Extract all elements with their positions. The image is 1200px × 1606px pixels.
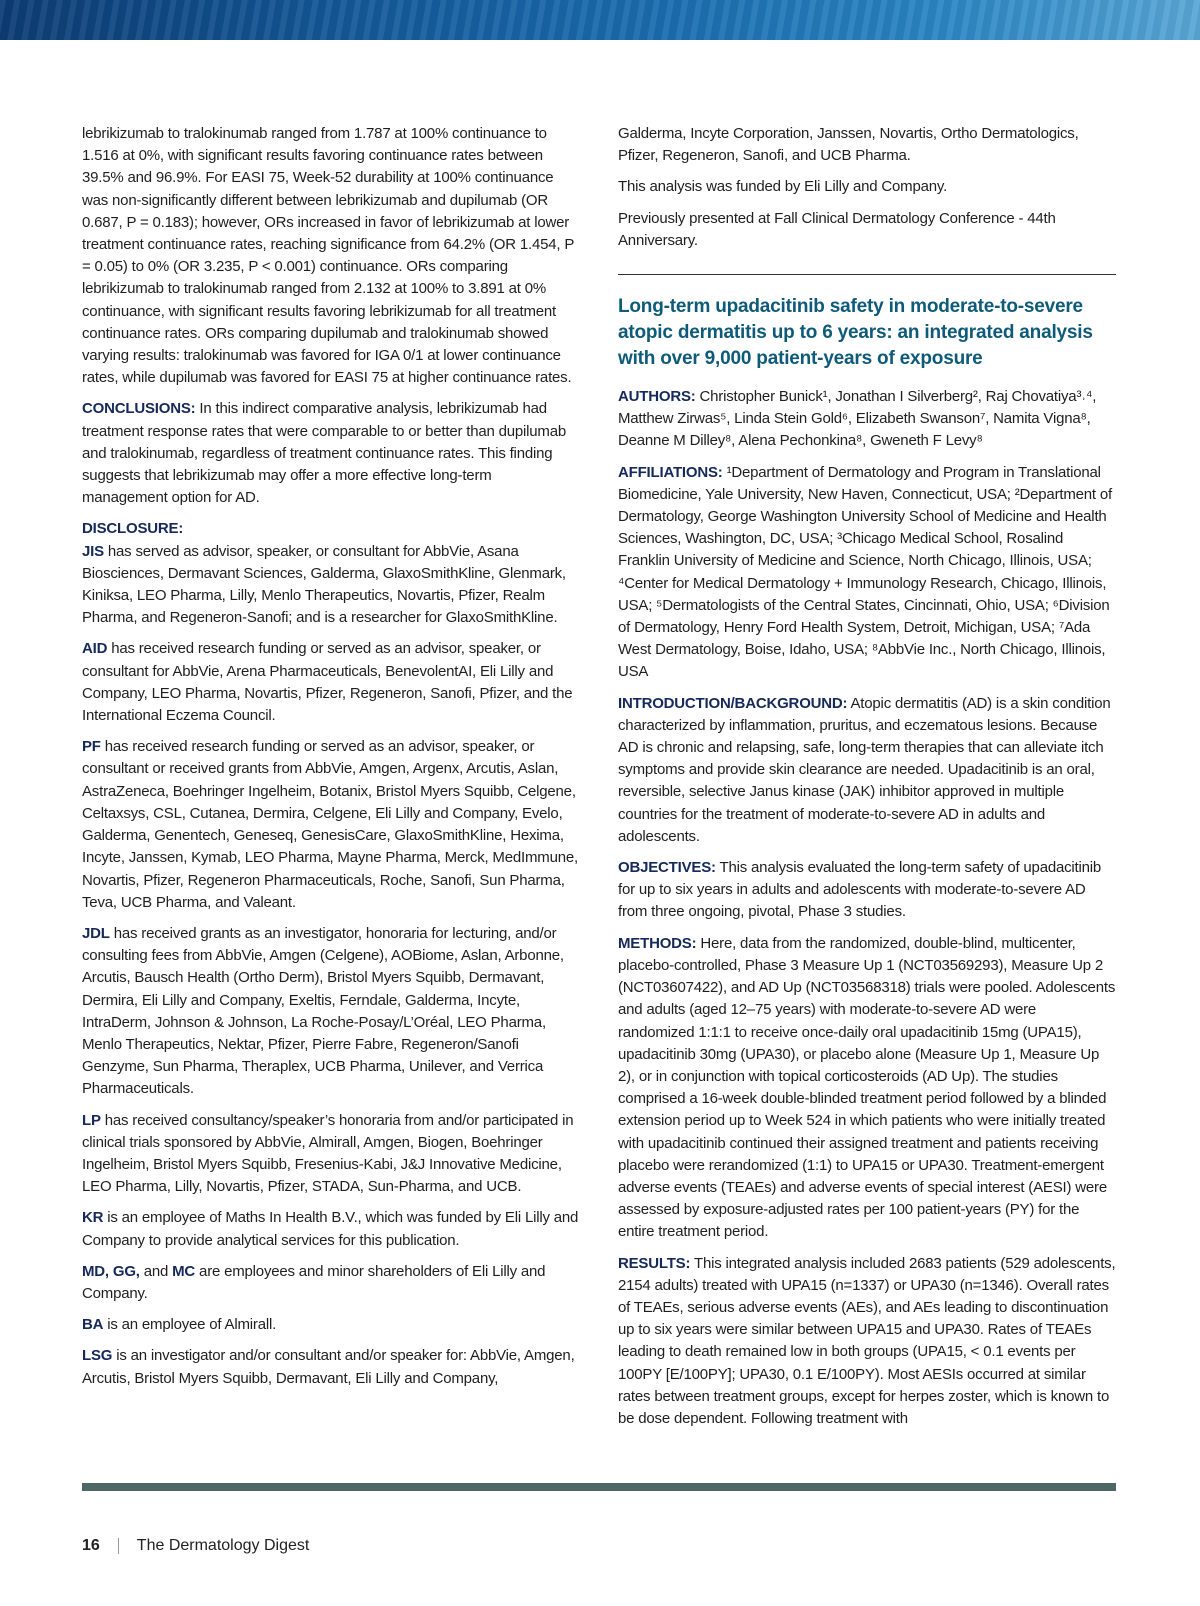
introduction-heading: INTRODUCTION/BACKGROUND: — [618, 694, 848, 712]
section-divider — [618, 274, 1116, 275]
page-number: 16 — [82, 1537, 100, 1554]
disclosure-name: LSG — [82, 1347, 113, 1365]
affiliations-heading: AFFILIATIONS: — [618, 463, 723, 481]
disclosure-text: has received grants as an investigator, honoraria for lecturing, and/or consulting fees from AbbVie, Amgen (Celgene), AOBiome, Aslan, Arbonne, Arcutis, Bausch Health (Ortho Derm), Bristol Myers Squibb, Dermavant, Dermira, Eli Lilly and Company, Exeltis, Ferndale, Galderma, Incyte, IntraDerm, Johnson & Johnson, La Roche-Posay/L’Oréal, LEO Pharma, Menlo Therapeutics, Nektar, Pfizer, Pierre Fabre, Regeneron/Sanofi Genzyme, Sun Pharma, Theraplex, UCB Pharma, Unilever, and Verrica Pharmaceuticals. — [82, 924, 564, 1098]
methods-heading: METHODS: — [618, 934, 697, 952]
objectives-heading: OBJECTIVES: — [618, 859, 716, 877]
disclosure-pf — [82, 736, 580, 914]
results-heading: RESULTS: — [618, 1254, 691, 1272]
authors-paragraph — [618, 386, 1116, 453]
authors-text: Christopher Bunick¹, Jonathan I Silverberg², Raj Chovatiya³˒⁴, Matthew Zirwas⁵, Linda Stein Gold⁶, Elizabeth Swanson⁷, Namita Vigna⁸, Deanne M Dilley⁸, Alena Pechonkina⁸, Gweneth F Levy⁸ — [618, 388, 1097, 450]
disclosure-text: has received research funding or served as an advisor, speaker, or consultant or received grants from AbbVie, Amgen, Argenx, Arcutis, Aslan, AstraZeneca, Boehringer Ingelheim, Botanix, Bristol Myers Squibb, Celgene, Celtaxsys, CSL, Cutanea, Dermira, Celgene, Eli Lilly and Company, Evelo, Galderma, Genentech, Geneseq, GenesisCare, GlaxoSmithKline, Hexima, Incyte, Janssen, Kymab, LEO Pharma, Mayne Pharma, Merck, MedImmune, Novartis, Pfizer, Regeneron Pharmaceuticals, Roche, Sanofi, Sun Pharma, Teva, UCB Pharma, and Valeant. — [82, 738, 578, 911]
conclusions-paragraph — [82, 398, 580, 509]
disclosure-ba — [82, 1314, 580, 1336]
disclosure-aid — [82, 638, 580, 727]
disclosure-lsg — [82, 1345, 580, 1389]
disclosure-jis — [82, 541, 580, 630]
objectives-text: This analysis evaluated the long-term safety of upadacitinib for up to six years in adults and adolescents with moderate-to-severe AD from three ongoing, pivotal, Phase 3 studies. — [618, 859, 1102, 921]
methods-paragraph — [618, 933, 1116, 1244]
objectives-paragraph — [618, 857, 1116, 924]
disclosure-text: is an employee of Almirall. — [103, 1316, 277, 1334]
footer-separator — [118, 1538, 119, 1554]
introduction-text: Atopic dermatitis (AD) is a skin condition characterized by inflammation, pruritus, and eczematous lesions. Because AD is chronic and relapsing, safe, long-term therapies that can alleviate itch symptoms and provide skin clearance are needed. Upadacitinib is an oral, reversible, selective Janus kinase (JAK) inhibitor approved in multiple countries for the treatment of moderate-to-severe AD in adults and adolescents. — [618, 694, 1111, 845]
disclosure-text: and — [139, 1262, 173, 1280]
footer-rule — [82, 1483, 1116, 1491]
continued-disclosure-paragraph: Galderma, Incyte Corporation, Janssen, Novartis, Ortho Dermatologics, Pfizer, Regeneron, Sanofi, and UCB Pharma. — [618, 125, 1079, 165]
introduction-paragraph — [618, 693, 1116, 848]
disclosure-name: AID — [82, 640, 108, 658]
disclosure-name: LP — [82, 1111, 101, 1129]
disclosure-text: has received research funding or served as an advisor, speaker, or consultant for AbbVie, Arena Pharmaceuticals, BenevolentAI, Eli Lilly and Company, LEO Pharma, Novartis, Pfizer, Regeneron, Sanofi, Pfizer, and the International Eczema Council. — [82, 640, 573, 725]
conclusions-text: In this indirect comparative analysis, lebrikizumab had treatment response rates that were comparable to or better than dupilumab and tralokinumab, regardless of treatment continuance rates. This finding suggests that lebrikizumab may offer a more effective long-term management option for AD. — [82, 400, 567, 507]
results-text: This integrated analysis included 2683 patients (529 adolescents, 2154 adults) treated with UPA15 (n=1337) or UPA30 (n=1346). Overall rates of TEAEs, serious adverse events (AEs), and AEs leading to discontinuation up to six years were similar between UPA15 and UPA30. Rates of TEAEs leading to death remained low in both groups (UPA15, < 0.1 events per 100PY [E/100PY]; UPA30, 0.1 E/100PY). Most AESIs occurred at similar rates between treatment groups, except for herpes zoster, which is known to be dose dependent. Following treatment with — [618, 1254, 1116, 1427]
publication-name: The Dermatology Digest — [136, 1537, 310, 1554]
page-footer — [82, 1537, 309, 1555]
disclosure-name: KR — [82, 1209, 104, 1227]
affiliations-paragraph — [618, 462, 1116, 684]
affiliations-text: ¹Department of Dermatology and Program in Translational Biomedicine, Yale University, New Haven, Connecticut, USA; ²Department of Dermatology, George Washington University School of Medicine and Health Sciences, Washington, DC, USA; ³Chicago Medical School, Rosalind Franklin University of Medicine and Science, North Chicago, Illinois, USA; ⁴Center for Medical Dermatology + Immunology Research, Chicago, Illinois, USA; ⁵Dermatologists of the Central States, Cincinnati, Ohio, USA; ⁶Division of Dermatology, Henry Ford Health System, Detroit, Michigan, USA; ⁷Ada West Dermatology, Boise, Idaho, USA; ⁸AbbVie Inc., North Chicago, Illinois, USA — [618, 463, 1112, 681]
disclosure-name: MC — [172, 1262, 196, 1280]
conclusions-heading: CONCLUSIONS: — [82, 400, 196, 418]
authors-heading: AUTHORS: — [618, 388, 696, 406]
top-decorative-banner — [0, 0, 1200, 40]
disclosure-lp — [82, 1110, 580, 1199]
disclosure-kr — [82, 1207, 580, 1251]
left-column — [82, 123, 580, 1399]
disclosure-text: is an investigator and/or consultant and/or speaker for: AbbVie, Amgen, Arcutis, Bristol Myers Squibb, Dermavant, Eli Lilly and Company, — [82, 1347, 575, 1387]
disclosure-text: are employees and minor shareholders of Eli Lilly and Company. — [82, 1262, 546, 1302]
disclosure-heading: DISCLOSURE: — [82, 520, 184, 538]
abstract-title: Long-term upadacitinib safety in moderate-to-severe atopic dermatitis up to 6 years: an integrated analysis with over 9,000 patient-years of exposure — [618, 296, 1093, 370]
disclosure-name: JDL — [82, 924, 110, 942]
methods-text: Here, data from the randomized, double-blind, multicenter, placebo-controlled, Phase 3 Measure Up 1 (NCT03569293), Measure Up 2 (NCT03607422), and AD Up (NCT03568318) trials were pooled. Adolescents and adults (aged 12–75 years) with moderate-to-severe AD were randomized 1:1:1 to receive once-daily oral upadacitinib 15mg (UPA15), upadacitinib 30mg (UPA30), or placebo alone (Measure Up 1, Measure Up 2), or in conjunction with topical corticosteroids (AD Up). The studies comprised a 16-week double-blinded treatment period followed by a blinded extension period up to Week 524 in which patients who were initially treated with upadacitinib continued their assigned treatment and patients receiving placebo were rerandomized (1:1) to UPA15 or UPA30. Treatment-emergent adverse events (TEAEs) and adverse events of special interest (AESI) were assessed by exposure-adjusted rates per 100 patient-years (PY) for the entire treatment period. — [618, 934, 1116, 1241]
disclosure-jdl — [82, 923, 580, 1101]
results-paragraph — [618, 1253, 1116, 1431]
presentation-statement: Previously presented at Fall Clinical Dermatology Conference - 44th Anniversary. — [618, 209, 1056, 249]
continued-results-paragraph: lebrikizumab to tralokinumab ranged from 1.787 at 100% continuance to 1.516 at 0%, with significant results favoring continuance rates between 39.5% and 96.9%. For EASI 75, Week-52 durability at 100% continuance was non-significantly different between lebrikizumab and dupilumab (OR 0.687, P = 0.183); however, ORs increased in favor of lebrikizumab at lower treatment continuance rates, reaching significance from 64.2% (OR 1.454, P = 0.05) to 0% (OR 3.235, P < 0.001) continuance. ORs comparing lebrikizumab to tralokinumab ranged from 2.132 at 100% to 3.891 at 0% continuance, with significant results favoring lebrikizumab for all treatment continuance rates. ORs comparing dupilumab and tralokinumab showed varying results: tralokinumab was favored for IGA 0/1 at lower continuance rates, while dupilumab was favored for EASI 75 at higher continuance rates. — [82, 125, 574, 387]
disclosure-md-gg-mc — [82, 1261, 580, 1305]
disclosure-text: has served as advisor, speaker, or consultant for AbbVie, Asana Biosciences, Dermavant Sciences, Galderma, GlaxoSmithKline, Glenmark, Kiniksa, LEO Pharma, Lilly, Menlo Therapeutics, Novartis, Pfizer, Realm Pharma, and Regeneron-Sanofi; and is a researcher for GlaxoSmithKline. — [82, 542, 566, 627]
disclosure-name: PF — [82, 738, 101, 756]
funding-statement: This analysis was funded by Eli Lilly and Company. — [618, 178, 948, 196]
disclosure-text: is an employee of Maths In Health B.V., which was funded by Eli Lilly and Company to provide analytical services for this publication. — [82, 1209, 579, 1249]
disclosure-name: JIS — [82, 542, 104, 560]
right-column — [618, 123, 1116, 1439]
disclosure-text: has received consultancy/speaker’s honoraria from and/or participated in clinical trials sponsored by AbbVie, Almirall, Amgen, Biogen, Boehringer Ingelheim, Bristol Myers Squibb, Fresenius-Kabi, J&J Innovative Medicine, LEO Pharma, Lilly, Novartis, Pfizer, STADA, Sun-Pharma, and UCB. — [82, 1111, 574, 1196]
disclosure-name: MD, GG, — [82, 1262, 140, 1280]
disclosure-name: BA — [82, 1316, 104, 1334]
